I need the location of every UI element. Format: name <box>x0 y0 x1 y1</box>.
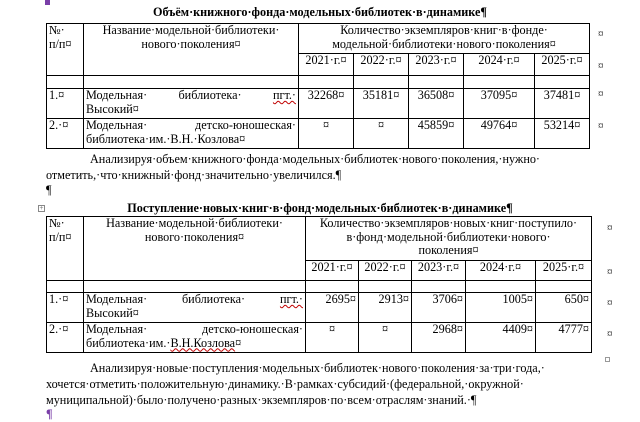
row-number: 1.¤ <box>47 89 84 119</box>
value-cell: 650¤ <box>536 293 592 323</box>
row-number: 2.·¤ <box>47 119 84 149</box>
table-move-handle-icon[interactable]: + <box>39 204 44 212</box>
value-cell: 2695¤ <box>306 293 359 323</box>
table2-year: 2023·г.¤ <box>412 261 466 281</box>
value-cell: 3706¤ <box>412 293 466 323</box>
value-cell: 32268¤ <box>299 89 354 119</box>
empty-paragraph: ¶ <box>46 183 52 197</box>
value-cell: 4777¤ <box>536 323 592 353</box>
table1-title: Объём·книжного·фонда·модельных·библиотек·в·динамике¶ <box>152 5 488 19</box>
value-cell: ¤ <box>299 119 354 149</box>
value-cell: 2968¤ <box>412 323 466 353</box>
value-cell: ¤ <box>354 119 409 149</box>
row-number: 1.·¤ <box>47 293 84 323</box>
table1 <box>46 23 590 149</box>
table-resize-handle-icon[interactable] <box>605 357 610 362</box>
paragraph-1: Анализируя·объем·книжного·фонда·модельных·библиотек·нового·поколения,·нужно· отметить,·что·книжный·фонд·значительно·увеличился.¶ <box>46 152 540 182</box>
table2-header-qty: Количество·экземпляров·новых·книг·поступило· в·фонд·модельной·библиотеки·нового· поколения¤ <box>306 217 592 261</box>
table1-year: 2021·г.¤ <box>299 54 354 76</box>
table1-year: 2023·г.¤ <box>409 54 464 76</box>
value-cell: 37095¤ <box>464 89 535 119</box>
table-row <box>47 293 592 323</box>
table2-year: 2024·г.¤ <box>466 261 536 281</box>
row-end-mark: ¤ <box>607 222 613 234</box>
row-end-mark: ¤ <box>598 88 604 100</box>
table2-year: 2025·г.¤ <box>536 261 592 281</box>
row-end-mark: ¤ <box>607 328 613 340</box>
value-cell: 36508¤ <box>409 89 464 119</box>
library-name: Модельная· библиотека· пгт.· Высокий¤ <box>84 89 299 119</box>
library-name: Модельная· библиотека· пгт.· Высокий¤ <box>84 293 306 323</box>
table1-header-num: №· п/п¤ <box>47 24 84 76</box>
table-row <box>47 119 590 149</box>
row-end-mark: ¤ <box>598 60 604 72</box>
table2-year: 2021·г.¤ <box>306 261 359 281</box>
table2 <box>46 216 592 353</box>
value-cell: ¤ <box>359 323 412 353</box>
value-cell: ¤ <box>306 323 359 353</box>
value-cell: 49764¤ <box>464 119 535 149</box>
table-row <box>47 89 590 119</box>
value-cell: 45859¤ <box>409 119 464 149</box>
table-row <box>47 323 592 353</box>
table2-title: Поступление·новых·книг·в·фонд·модельных·библиотек·в·динамике¶ <box>127 201 513 215</box>
table1-header-name: Название·модельной·библиотеки· нового·поколения¤ <box>84 24 299 76</box>
table2-year: 2022·г.¤ <box>359 261 412 281</box>
row-end-mark: ¤ <box>598 120 604 132</box>
paragraph-2: Анализируя·новые·поступления·модельных·библиотек·нового·поколения·за·три·года,· хочется·отметить·положительную·динамику.·В·рамках·субсидий·(федеральной,·окружной· муниципальной)·было·получено·разных·экземпляров·по·всем·отраслям·знаний.·¶ <box>46 361 545 407</box>
value-cell: 35181¤ <box>354 89 409 119</box>
final-paragraph-mark: ¶ <box>46 407 53 421</box>
row-end-mark: ¤ <box>598 28 604 40</box>
table1-header-qty: Количество·экземпляров·книг·в·фонде· модельной·библиотеки·нового·поколения¤ <box>299 24 590 54</box>
row-end-mark: ¤ <box>607 266 613 278</box>
row-end-mark: ¤ <box>607 297 613 309</box>
value-cell: 1005¤ <box>466 293 536 323</box>
table1-year: 2022·г.¤ <box>354 54 409 76</box>
table2-header-num: №· п/п¤ <box>47 217 84 281</box>
table2-header-name: Название·модельной·библиотеки· нового·поколения¤ <box>84 217 306 281</box>
value-cell: 53214¤ <box>535 119 590 149</box>
library-name: Модельная· детско-юношеская· библиотека·им.·В.Н.Козлова¤ <box>84 323 306 353</box>
library-name: Модельная· детско-юношеская· библиотека·им.·В.Н.·Козлова¤ <box>84 119 299 149</box>
value-cell: 2913¤ <box>359 293 412 323</box>
table1-year: 2025·г.¤ <box>535 54 590 76</box>
row-number: 2.·¤ <box>47 323 84 353</box>
table1-year: 2024·г.¤ <box>464 54 535 76</box>
value-cell: 37481¤ <box>535 89 590 119</box>
value-cell: 4409¤ <box>466 323 536 353</box>
